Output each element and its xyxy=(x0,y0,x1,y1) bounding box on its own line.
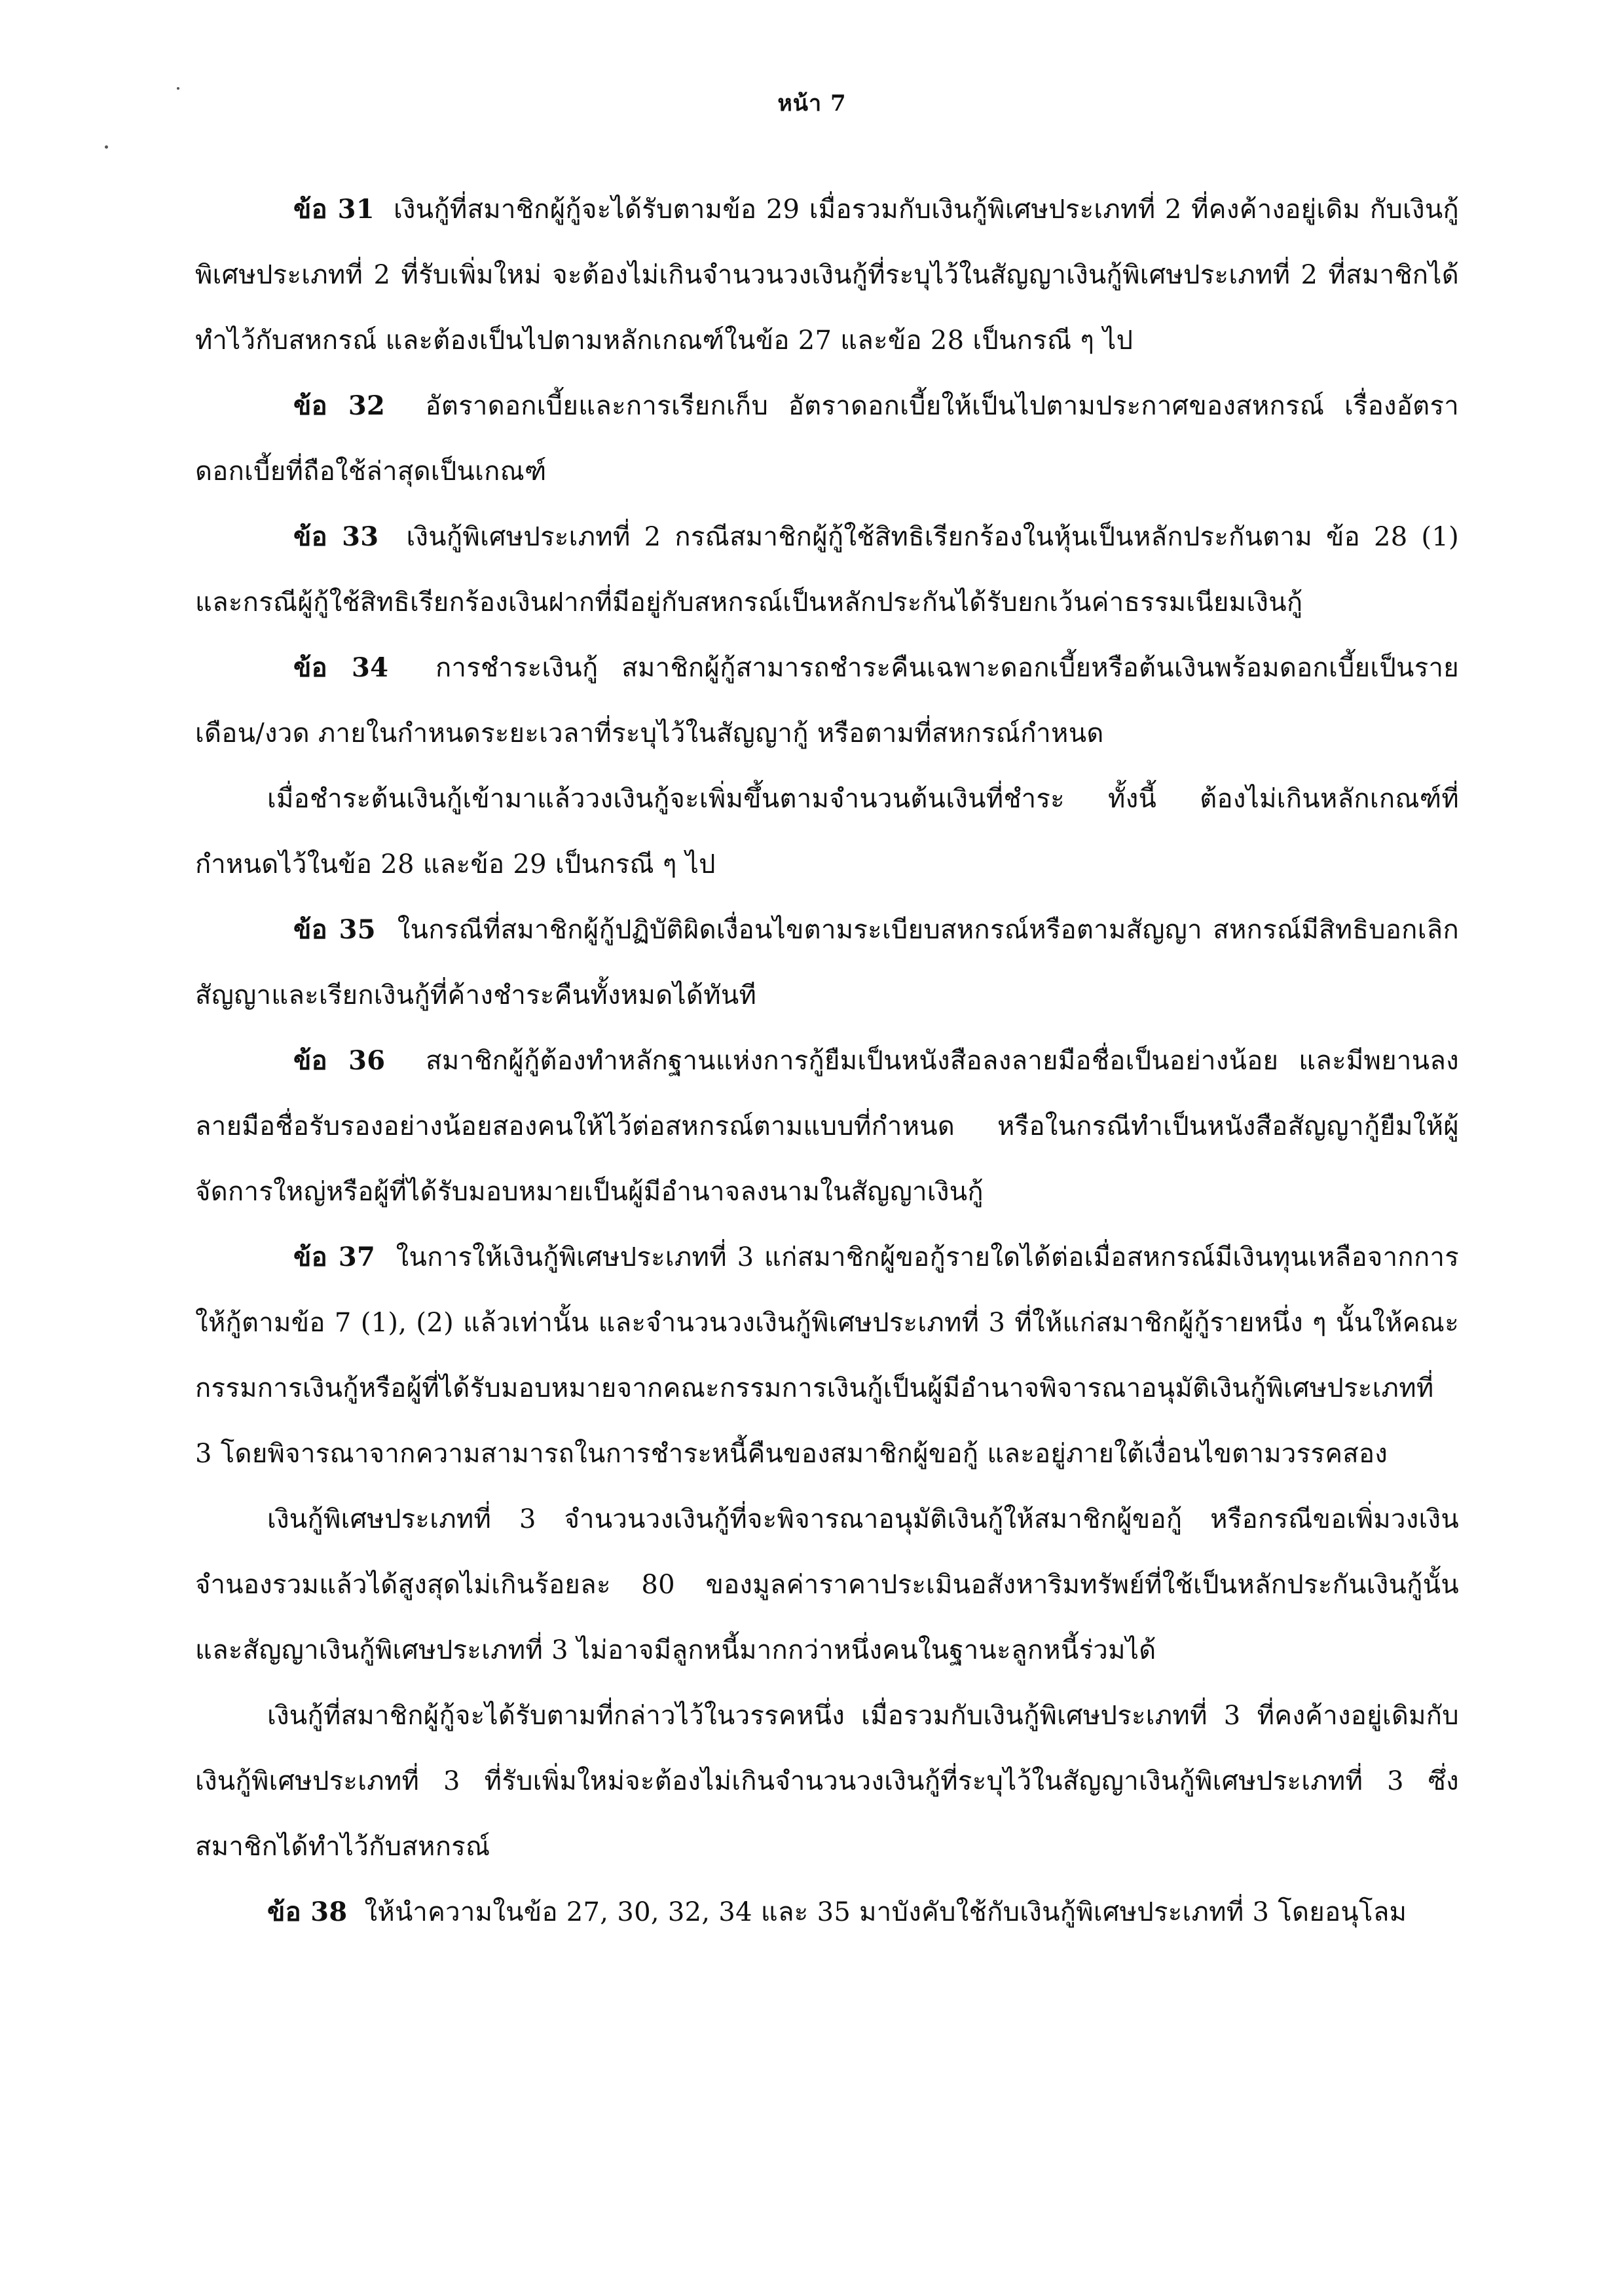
clause-37-paragraph-3 xyxy=(195,1683,1459,1879)
page-number: หน้า 7 xyxy=(777,90,847,117)
clause-37-paragraph-2 xyxy=(195,1487,1459,1683)
clause-number: ข้อ 36 xyxy=(293,1045,386,1076)
clause-text: อัตราดอกเบี้ยและการเรียกเก็บ อัตราดอกเบี้ยให้เป็นไปตามประกาศของสหกรณ์ เรื่องอัตราดอกเบี้ยที่ถือใช้ล่าสุดเป็นเกณฑ์ xyxy=(195,391,1459,487)
clause-text: เงินกู้พิเศษประเภทที่ 2 กรณีสมาชิกผู้กู้ใช้สิทธิเรียกร้องในหุ้นเป็นหลักประกันตาม ข้อ 28 (1) และกรณีผู้กู้ใช้สิทธิเรียกร้องเงินฝากที่มีอยู่กับสหกรณ์เป็นหลักประกันได้รับยกเว้นค่าธรรมเนียมเงินกู้ xyxy=(195,522,1459,618)
clause-36 xyxy=(195,1028,1459,1225)
clause-31 xyxy=(195,177,1459,373)
clause-33 xyxy=(195,504,1459,635)
clause-number: ข้อ 32 xyxy=(293,390,386,421)
clause-34-paragraph-2 xyxy=(195,766,1459,897)
paragraph-text: เงินกู้ที่สมาชิกผู้กู้จะได้รับตามที่กล่าวไว้ในวรรคหนึ่ง เมื่อรวมกับเงินกู้พิเศษประเภทที่ 3 ที่คงค้างอยู่เดิมกับเงินกู้พิเศษประเภทที่ 3 ที่รับเพิ่มใหม่จะต้องไม่เกินจำนวนวงเงินกู้ที่ระบุไว้ในสัญญาเงินกู้พิเศษประเภทที่ 3 ซึ่งสมาชิกได้ทำไว้กับสหกรณ์ xyxy=(195,1701,1459,1862)
clause-34 xyxy=(195,635,1459,766)
clause-35 xyxy=(195,897,1459,1028)
clause-text: เงินกู้ที่สมาชิกผู้กู้จะได้รับตามข้อ 29 เมื่อรวมกับเงินกู้พิเศษประเภทที่ 2 ที่คงค้างอยู่เดิม กับเงินกู้พิเศษประเภทที่ 2 ที่รับเพิ่มใหม่ จะต้องไม่เกินจำนวนวงเงินกู้ที่ระบุไว้ในสัญญาเงินกู้พิเศษประเภทที่ 2 ที่สมาชิกได้ทำไว้กับสหกรณ์ และต้องเป็นไปตามหลักเกณฑ์ในข้อ 27 และข้อ 28 เป็นกรณี ๆ ไป xyxy=(195,194,1459,356)
document-body xyxy=(195,177,1459,1945)
clause-text: ในการให้เงินกู้พิเศษประเภทที่ 3 แก่สมาชิกผู้ขอกู้รายใดได้ต่อเมื่อสหกรณ์มีเงินทุนเหลือจากการให้กู้ตามข้อ 7 (1), (2) แล้วเท่านั้น และจำนวนวงเงินกู้พิเศษประเภทที่ 3 ที่ให้แก่สมาชิกผู้กู้รายหนึ่ง ๆ นั้นให้คณะกรรมการเงินกู้หรือผู้ที่ได้รับมอบหมายจากคณะกรรมการเงินกู้เป็นผู้มีอำนาจพิจารณาอนุมัติเงินกู้พิเศษประเภทที่ 3 โดยพิจารณาจากความสามารถในการชำระหนี้คืนของสมาชิกผู้ขอกู้ และอยู่ภายใต้เงื่อนไขตามวรรคสอง xyxy=(195,1242,1460,1469)
clause-text: ให้นำความในข้อ 27, 30, 32, 34 และ 35 มาบังคับใช้กับเงินกู้พิเศษประเภทที่ 3 โดยอนุโลม xyxy=(364,1897,1407,1927)
paragraph-text: เงินกู้พิเศษประเภทที่ 3 จำนวนวงเงินกู้ที่จะพิจารณาอนุมัติเงินกู้ให้สมาชิกผู้ขอกู้ หรือกรณีขอเพิ่มวงเงินจำนองรวมแล้วได้สูงสุดไม่เกินร้อยละ 80 ของมูลค่าราคาประเมินอสังหาริมทรัพย์ที่ใช้เป็นหลักประกันเงินกู้นั้น และสัญญาเงินกู้พิเศษประเภทที่ 3 ไม่อาจมีลูกหนี้มากกว่าหนึ่งคนในฐานะลูกหนี้ร่วมได้ xyxy=(195,1504,1459,1665)
clause-number: ข้อ 31 xyxy=(293,194,375,225)
scan-speck xyxy=(105,145,108,149)
clause-number: ข้อ 37 xyxy=(293,1242,376,1272)
clause-32 xyxy=(195,373,1459,504)
paragraph-text: เมื่อชำระต้นเงินกู้เข้ามาแล้ววงเงินกู้จะเพิ่มขึ้นตามจำนวนต้นเงินที่ชำระ ทั้งนี้ ต้องไม่เกินหลักเกณฑ์ที่กำหนดไว้ในข้อ 28 และข้อ 29 เป็นกรณี ๆ ไป xyxy=(195,784,1459,880)
clause-number: ข้อ 35 xyxy=(293,914,376,945)
clause-38 xyxy=(195,1879,1459,1945)
clause-text: สมาชิกผู้กู้ต้องทำหลักฐานแห่งการกู้ยืมเป็นหนังสือลงลายมือชื่อเป็นอย่างน้อย และมีพยานลงลายมือชื่อรับรองอย่างน้อยสองคนให้ไว้ต่อสหกรณ์ตามแบบที่กำหนด หรือในกรณีทำเป็นหนังสือสัญญากู้ยืมให้ผู้จัดการใหญ่หรือผู้ที่ได้รับมอบหมายเป็นผู้มีอำนาจลงนามในสัญญาเงินกู้ xyxy=(195,1046,1459,1207)
clause-number: ข้อ 34 xyxy=(293,652,389,683)
clause-text: การชำระเงินกู้ สมาชิกผู้กู้สามารถชำระคืนเฉพาะดอกเบี้ยหรือต้นเงินพร้อมดอกเบี้ยเป็นรายเดือน/งวด ภายในกำหนดระยะเวลาที่ระบุไว้ในสัญญากู้ หรือตามที่สหกรณ์กำหนด xyxy=(195,653,1459,749)
clause-37 xyxy=(195,1225,1459,1487)
clause-number: ข้อ 33 xyxy=(293,521,379,552)
clause-number: ข้อ 38 xyxy=(267,1897,348,1927)
clause-text: ในกรณีที่สมาชิกผู้กู้ปฏิบัติผิดเงื่อนไขตามระเบียบสหกรณ์หรือตามสัญญา สหกรณ์มีสิทธิบอกเลิกสัญญาและเรียกเงินกู้ที่ค้างชำระคืนทั้งหมดได้ทันที xyxy=(195,915,1459,1010)
